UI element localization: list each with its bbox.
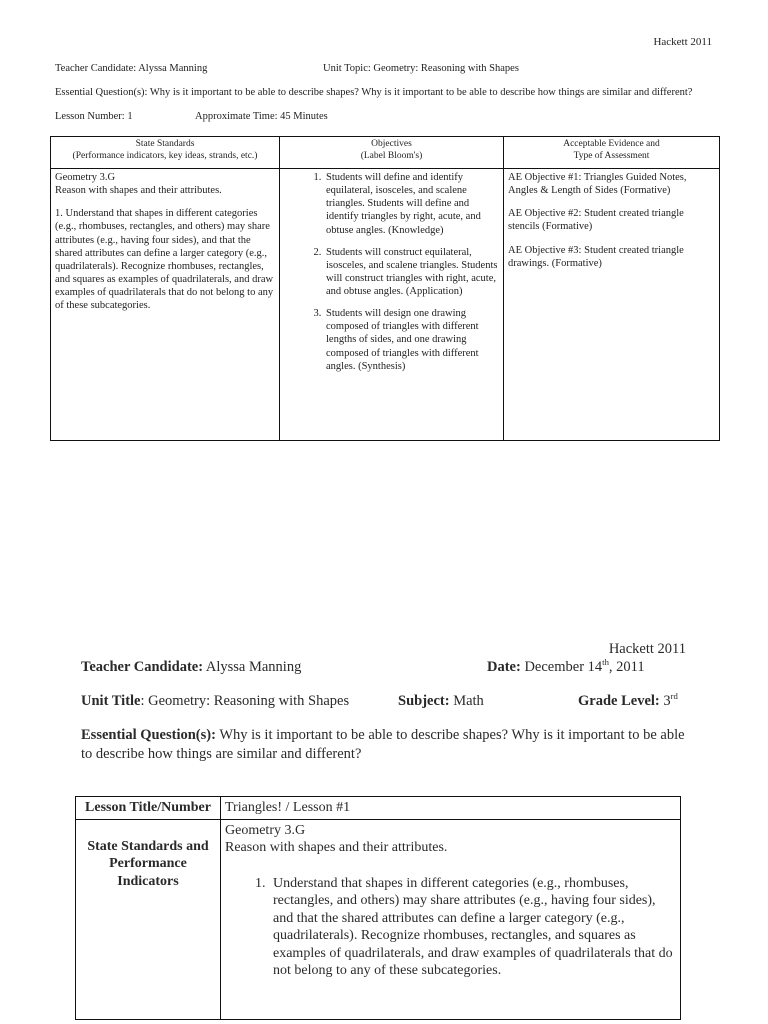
header-state-standards: State Standards (Performance indicators, key ideas, strands, etc.) [51, 137, 280, 169]
list-item: AE Objective #1: Triangles Guided Notes, Angles & Length of Sides (Formative) [508, 172, 687, 197]
teacher-candidate: Teacher Candidate: Alyssa Manning [55, 63, 208, 74]
standards-title: Reason with shapes and their attributes. [225, 840, 448, 855]
lesson-plan-page-1 [0, 0, 768, 470]
evidence-cell [504, 169, 720, 441]
table-row [76, 819, 681, 1019]
unit-topic: Unit Topic: Geometry: Reasoning with Shapes [323, 63, 519, 74]
page-header: Hackett 2011 [608, 641, 686, 657]
standards-title: Reason with shapes and their attributes. [55, 185, 222, 197]
standards-code: Geometry 3.G [225, 822, 306, 838]
header-evidence: Acceptable Evidence and Type of Assessment [504, 137, 720, 169]
page-header: Hackett 2011 [653, 36, 712, 48]
standards-label: State Standards and Performance Indicators [76, 819, 221, 1019]
list-item: 1. Understand that shapes in different categories (e.g., rhombuses, rectangles, and others) may share attributes (e.g., having four sides), and that the shared attributes can define a larger category (e.g., quadrilaterals). Recognize rhombuses, rectangles, and squares as examples of quadrilaterals, and draw examples of quadrilaterals that do not belong to any of these subcategories. [269, 875, 676, 980]
objectives-cell [280, 169, 504, 441]
standards-objectives-table [50, 136, 720, 441]
approximate-time: Approximate Time: 45 Minutes [195, 111, 328, 122]
essential-question: Essential Question(s): Why is it important to be able to describe shapes? Why is it important to be able to describe how things are similar and different? [81, 727, 685, 762]
lesson-title-label: Lesson Title/Number [76, 797, 221, 820]
essential-question: Essential Question(s): Why is it important to be able to describe shapes? Why is it important to be able to describe how things are similar and different? [55, 87, 693, 98]
teacher-candidate: Teacher Candidate: Alyssa Manning [81, 659, 302, 675]
list-item: AE Objective #2: Student created triangle stencils (Formative) [508, 208, 684, 233]
standards-list [225, 875, 676, 980]
lesson-title-value: Triangles! / Lesson #1 [221, 797, 681, 820]
list-item: 2. Students will construct equilateral, isosceles, and scalene triangles. Students will construct triangles with right, acute, and obtuse angles. (Application) [324, 246, 499, 299]
table-row [76, 797, 681, 820]
standards-body: 1. Understand that shapes in different categories (e.g., rhombuses, rectangles, and others) may share attributes (e.g., having four sides), and that the shared attributes can define a larger category (e.g., quadrilaterals). Recognize rhombuses, rectangles, and squares as examples of quadrilaterals, and draw examples of quadrilaterals that do not belong to any of these subcategories. [55, 208, 274, 312]
table-row [51, 169, 720, 441]
table-header-row [51, 137, 720, 169]
lesson-plan-page-2 [0, 620, 768, 1024]
lesson-number: Lesson Number: 1 [55, 111, 133, 122]
lesson-date: Date: December 14th, 2011 [487, 657, 645, 675]
subject: Subject: Math [398, 693, 484, 709]
standards-code: Geometry 3.G [55, 172, 116, 183]
list-item: 1. Students will define and identify equilateral, isosceles, and scalene triangles. Students will define and identify triangles by right, acute, and obtuse angles. (Knowledge) [324, 171, 499, 237]
list-item: 3. Students will design one drawing composed of triangles with different lengths of sides, and one drawing composed of triangles with different angles. (Synthesis) [324, 307, 499, 373]
objectives-list [284, 171, 499, 373]
header-objectives: Objectives (Label Bloom's) [280, 137, 504, 169]
grade-level: Grade Level: 3rd [578, 691, 678, 709]
standards-cell [51, 169, 280, 441]
lesson-details-table [75, 796, 681, 1020]
list-item: AE Objective #3: Student created triangle drawings. (Formative) [508, 244, 684, 269]
unit-title: Unit Title: Geometry: Reasoning with Shapes [81, 693, 350, 709]
standards-value [221, 819, 681, 1019]
